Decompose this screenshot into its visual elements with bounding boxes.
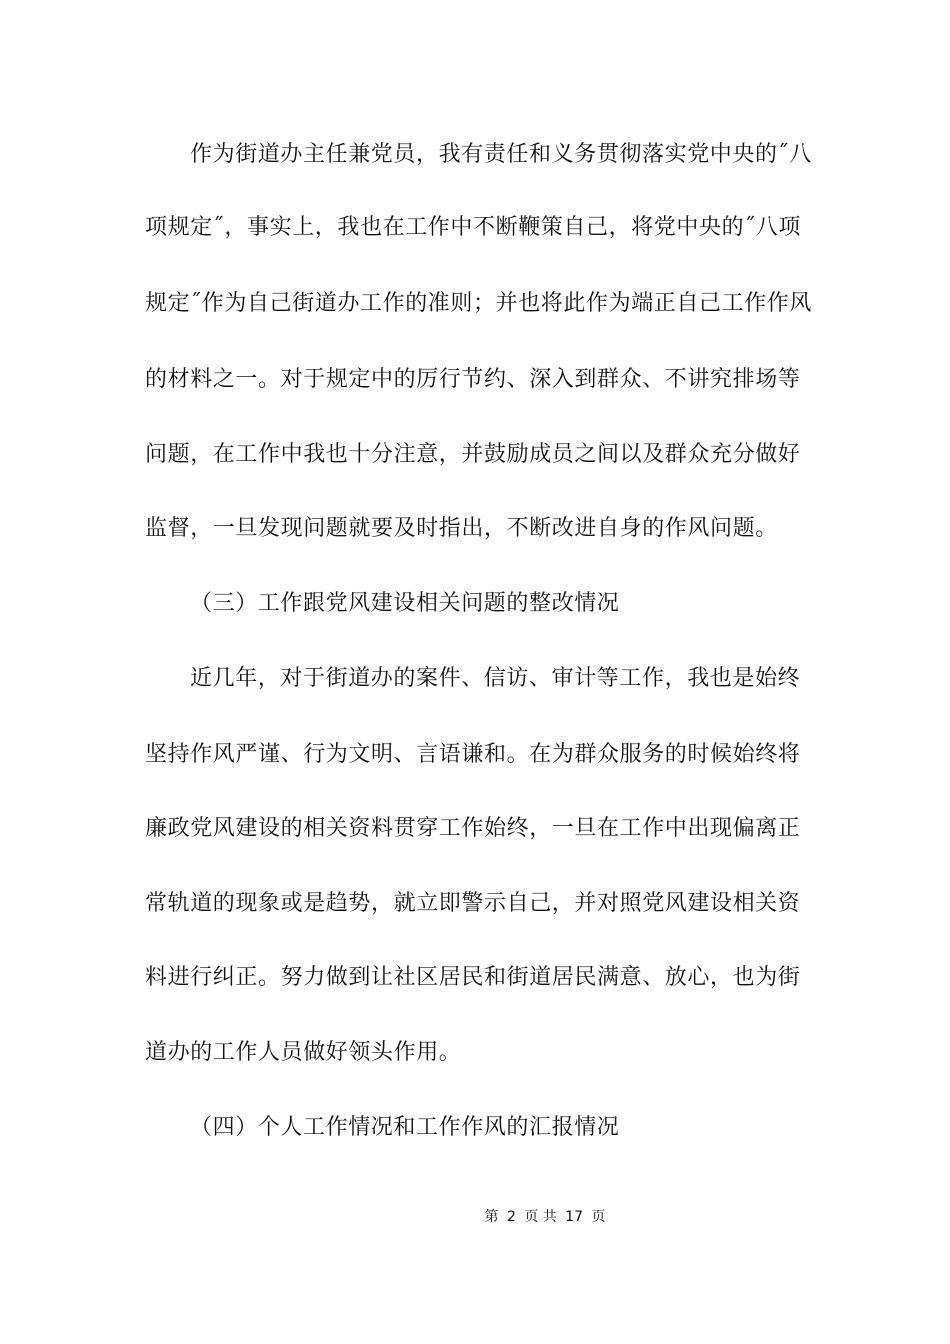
paragraph-line: 料进行纠正。努力做到让社区居民和街道居民满意、放心，也为街: [145, 965, 801, 990]
paragraph-line: 近几年，对于街道办的案件、信访、审计等工作，我也是始终: [190, 666, 801, 691]
footer-prefix: 第: [484, 1209, 499, 1225]
paragraph-line: 的材料之一。对于规定中的厉行节约、深入到群众、不讲究排场等: [145, 367, 801, 392]
paragraph-line: 问题，在工作中我也十分注意，并鼓励成员之间以及群众充分做好: [145, 442, 801, 467]
footer-page-number: 2: [506, 1209, 516, 1225]
paragraph-line: 廉政党风建设的相关资料贯穿工作始终，一旦在工作中出现偏离正: [145, 816, 801, 841]
footer-suffix: 页: [591, 1209, 606, 1225]
paragraph-line: 道办的工作人员做好领头作用。: [145, 1040, 462, 1065]
paragraph-line: 常轨道的现象或是趋势，就立即警示自己，并对照党风建设相关资: [145, 891, 801, 916]
paragraph-line: 规定˝作为自己街道办工作的准则；并也将此作为端正自己工作作风: [145, 291, 813, 316]
paragraph-line: 作为街道办主任兼党员，我有责任和义务贯彻落实党中央的˝八: [190, 142, 812, 167]
section-heading: （三）工作跟党风建设相关问题的整改情况: [190, 591, 620, 616]
footer-total-pages: 17: [565, 1209, 584, 1225]
footer-middle: 页 共: [524, 1209, 557, 1225]
paragraph-line: 监督，一旦发现问题就要及时指出，不断改进自身的作风问题。: [145, 516, 778, 541]
paragraph-line: 坚持作风严谨、行为文明、言语谦和。在为群众服务的时候始终将: [145, 742, 801, 767]
section-heading: （四）个人工作情况和工作作风的汇报情况: [190, 1115, 620, 1140]
page-footer: [0, 1207, 950, 1227]
paragraph-line: 项规定˝，事实上，我也在工作中不断鞭策自己，将党中央的˝八项: [145, 215, 802, 240]
